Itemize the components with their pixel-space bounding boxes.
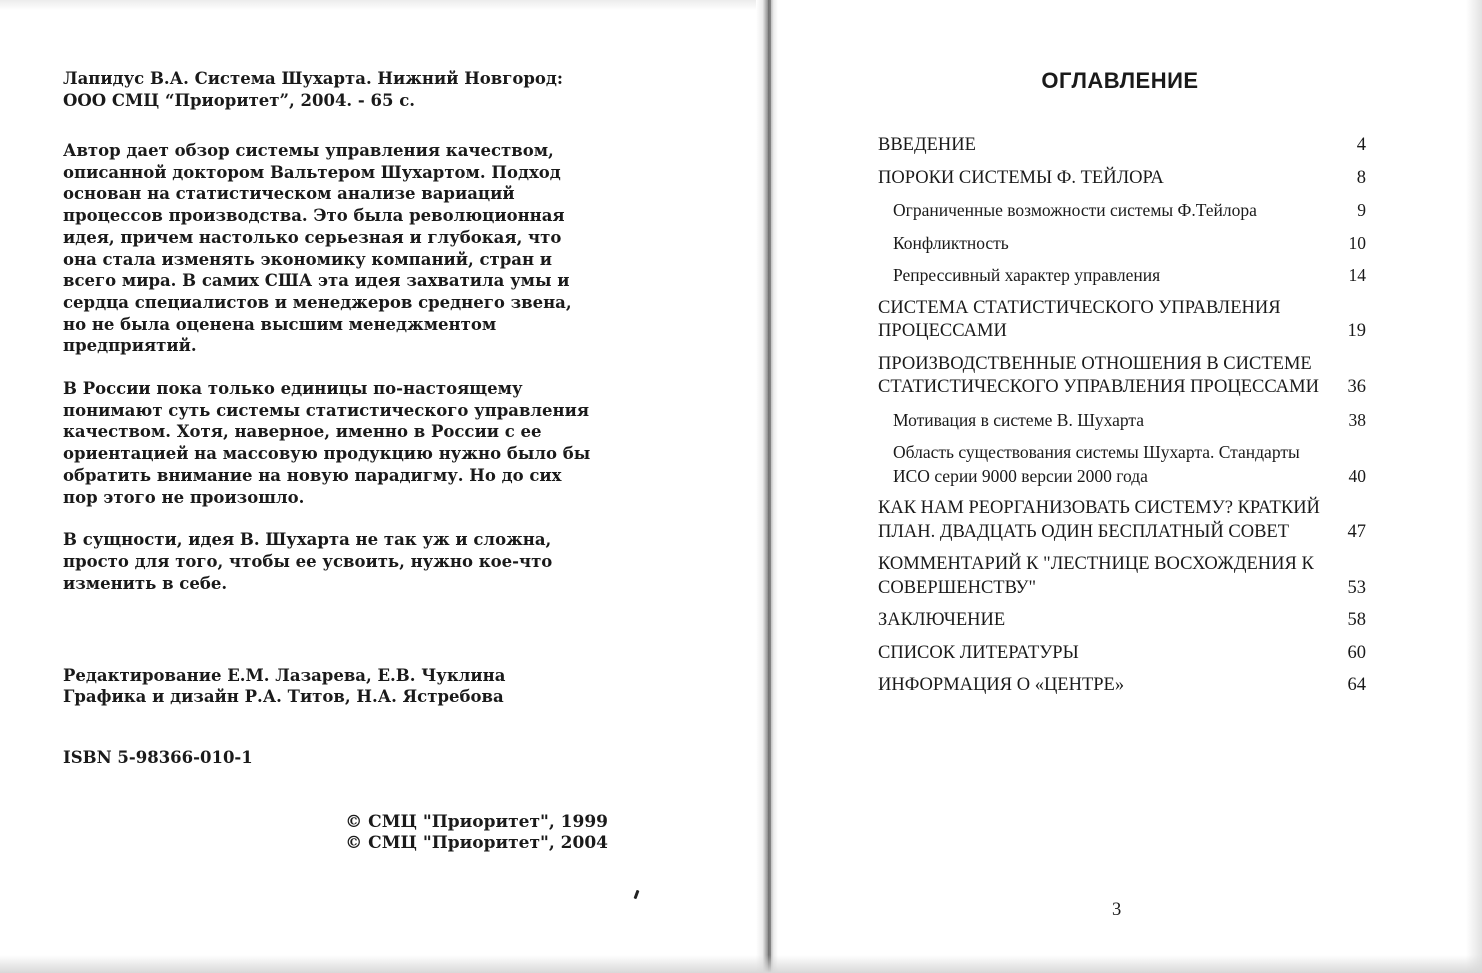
copyright-line: © СМЦ "Приоритет", 1999 [345,812,608,832]
toc-entry-page: 19 [1347,321,1366,341]
toc-entry [878,293,1368,349]
toc-entry-page: 10 [1348,232,1366,253]
toc-entry-page: 9 [1357,200,1366,220]
annotation-paragraph: В сущности, идея В. Шухарта не так уж и сложна, просто для того, чтобы ее усвоить, нужно кое-что изменить в себе. [63,530,553,593]
toc-entry-text: Конфликтность [893,232,1009,253]
scan-shadow-bottom [0,955,1482,973]
isbn-number: ISBN 5-98366-010-1 [63,748,253,767]
toc-entry-text: ИНФОРМАЦИЯ О «ЦЕНТРЕ» [878,675,1125,695]
toc-entry-text: ЗАКЛЮЧЕНИЕ [878,610,1006,630]
toc-entry-text: Мотивация в системе В. Шухарта [893,409,1145,430]
toc-entry [878,493,1368,549]
scan-shadow-top [0,0,756,10]
toc-entry [878,638,1368,671]
scan-shadow-right [1466,0,1482,973]
toc-entry-text: Репрессивный характер управления [893,265,1161,285]
toc-entry-page: 40 [1348,465,1366,486]
toc-entry-text: СИСТЕМА СТАТИСТИЧЕСКОГО УПРАВЛЕНИЯ ПРОЦЕССАМИ [878,297,1281,341]
toc-entry [878,605,1368,638]
bibliographic-citation-block [63,68,608,112]
toc-entry-page: 47 [1347,521,1366,542]
toc-entry-text: Ограниченные возможности системы Ф.Тейлора [893,200,1257,220]
toc-entry-text: Область существования системы Шухарта. Стандарты ИСО серии 9000 версии 2000 года [893,442,1300,486]
annotation-paragraph: В России пока только единицы по-настоящему понимают суть системы статистического управления качеством. Хотя, наверное, именно в России с ее ориентацией на массовую продукцию нужно было бы обратить внимание на новую парадигму. Но до сих пор этого не произошло. [63,379,591,507]
toc-entry-page: 36 [1347,377,1366,397]
toc-entry [878,349,1368,405]
toc-subentry [878,405,1368,438]
toc-entry-text: ПРОИЗВОДСТВЕННЫЕ ОТНОШЕНИЯ В СИСТЕМЕ СТАТИСТИЧЕСКОГО УПРАВЛЕНИЯ ПРОЦЕССАМИ [878,353,1319,397]
editing-credit: Редактирование Е.М. Лазарева, Е.В. Чуклина [63,666,506,685]
book-gutter-shadow [756,0,778,973]
book-spine-line [768,0,771,973]
annotation-block [63,140,598,615]
annotation-paragraph: Автор дает обзор системы управления качеством, описанной доктором Вальтером Шухартом. Подход основан на статистическом анализе вариаций процессов производства. Это была революционная идея, причем настолько серьезная и глубокая, что она стала изменять экономику компаний, стран и всего мира. В самих США эта идея захватила умы и сердца специалистов и менеджеров среднего звена, но не была оценена высшим менеджментом предприятий. [63,141,572,356]
toc-entry [878,130,1368,163]
toc-entry-text: ПОРОКИ СИСТЕМЫ Ф. ТЕЙЛОРА [878,167,1164,188]
toc-entry-page: 4 [1356,135,1366,155]
toc-entry-page: 64 [1347,675,1366,695]
toc-entry-text: ВВЕДЕНИЕ [878,135,976,155]
toc-subentry [878,195,1368,228]
scan-speck [634,890,640,899]
toc-entry-page: 38 [1348,409,1366,430]
table-of-contents [878,130,1368,703]
toc-title: ОГЛАВЛЕНИЕ [1041,68,1199,93]
toc-entry-text: СПИСОК ЛИТЕРАТУРЫ [878,642,1079,663]
toc-entry-page: 8 [1356,167,1366,188]
design-credit: Графика и дизайн Р.А. Титов, Н.А. Ястребова [63,687,504,706]
toc-entry-page: 58 [1347,610,1366,630]
bibliographic-citation: Лапидус В.А. Система Шухарта. Нижний Новгород: ООО СМЦ “Приоритет”, 2004. - 65 с. [63,69,564,110]
toc-subentry [878,437,1368,493]
copyright-block [343,812,608,854]
toc-entry-text: КОММЕНТАРИЙ К "ЛЕСТНИЦЕ ВОСХОЖДЕНИЯ К СОВЕРШЕНСТВУ" [878,554,1314,598]
toc-subentry [878,260,1368,293]
toc-entry [878,670,1368,703]
toc-entry-text: КАК НАМ РЕОРГАНИЗОВАТЬ СИСТЕМУ? КРАТКИЙ ПЛАН. ДВАДЦАТЬ ОДИН БЕСПЛАТНЫЙ СОВЕТ [878,498,1320,542]
toc-entry-page: 14 [1348,265,1366,285]
page-number: 3 [1112,900,1122,920]
toc-entry [878,163,1368,196]
toc-subentry [878,228,1368,261]
toc-entry-page: 53 [1347,577,1366,598]
toc-entry-page: 60 [1347,642,1366,663]
credits-block [63,665,608,707]
copyright-line: © СМЦ "Приоритет", 2004 [345,833,608,853]
toc-entry [878,549,1368,605]
